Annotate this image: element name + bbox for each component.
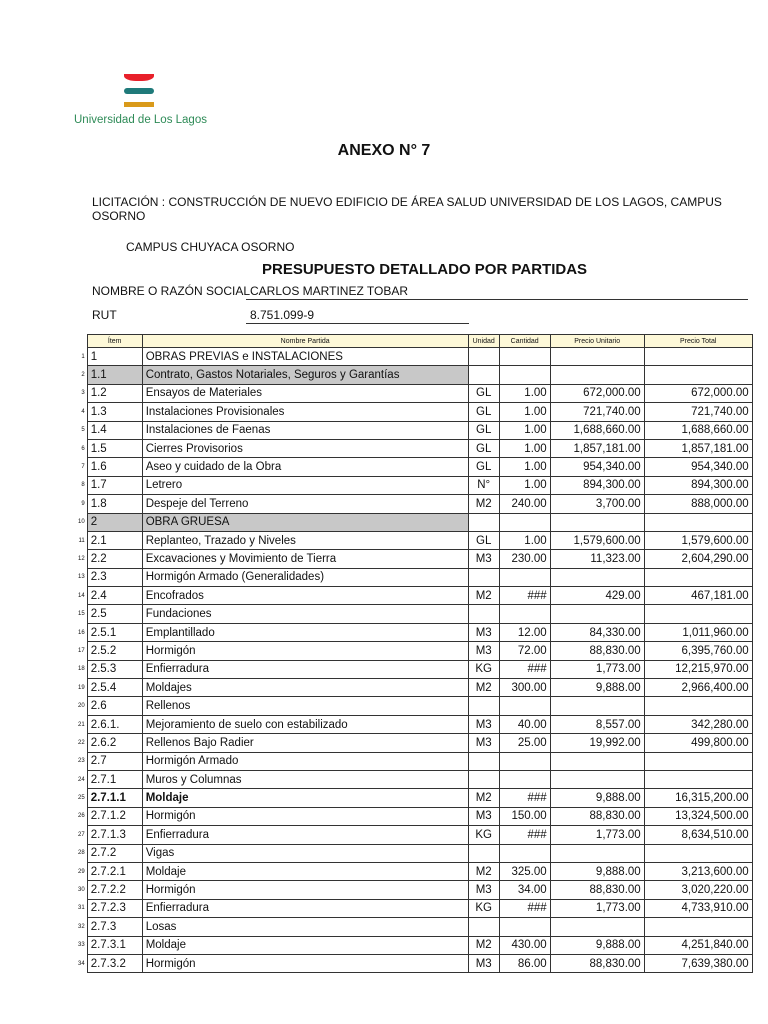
name-underline bbox=[246, 299, 748, 300]
total-price[interactable] bbox=[644, 513, 752, 531]
row-number: 30 bbox=[78, 887, 85, 894]
row-number: 25 bbox=[78, 795, 85, 802]
table-row bbox=[78, 642, 752, 660]
item-code[interactable]: 2.5.3 bbox=[87, 660, 142, 678]
unit[interactable]: KG bbox=[468, 899, 499, 917]
quantity[interactable]: 72.00 bbox=[499, 642, 550, 660]
item-name[interactable]: Ensayos de Materiales bbox=[142, 384, 468, 402]
quantity[interactable] bbox=[499, 844, 550, 862]
quantity[interactable]: 1.00 bbox=[499, 476, 550, 494]
rut-label: RUT bbox=[92, 308, 117, 322]
item-code[interactable]: 2.7.2.3 bbox=[87, 899, 142, 917]
unit[interactable] bbox=[468, 752, 499, 770]
item-name[interactable]: Enfierradura bbox=[142, 899, 468, 917]
total-price[interactable]: 1,857,181.00 bbox=[644, 439, 752, 457]
unit[interactable] bbox=[468, 605, 499, 623]
total-price[interactable]: 888,000.00 bbox=[644, 495, 752, 513]
row-number: 31 bbox=[78, 905, 85, 912]
unit-price[interactable] bbox=[550, 348, 644, 366]
name-value[interactable]: CARLOS MARTINEZ TOBAR bbox=[250, 284, 409, 298]
item-code[interactable]: 1.2 bbox=[87, 384, 142, 402]
item-name[interactable]: Muros y Columnas bbox=[142, 770, 468, 788]
item-code[interactable]: 2.3 bbox=[87, 568, 142, 586]
unit-price[interactable]: 19,992.00 bbox=[550, 734, 644, 752]
item-name[interactable]: Despeje del Terreno bbox=[142, 495, 468, 513]
item-name[interactable]: Cierres Provisorios bbox=[142, 439, 468, 457]
total-price[interactable]: 8,634,510.00 bbox=[644, 826, 752, 844]
item-code[interactable]: 2.7.1.1 bbox=[87, 789, 142, 807]
item-code[interactable]: 2.5.2 bbox=[87, 642, 142, 660]
item-name[interactable]: Hormigón Armado bbox=[142, 752, 468, 770]
table-header bbox=[78, 335, 752, 348]
table-row bbox=[78, 384, 752, 402]
table-row bbox=[78, 715, 752, 733]
unit[interactable]: M3 bbox=[468, 715, 499, 733]
row-number: 20 bbox=[78, 703, 85, 710]
logo-teal-wave bbox=[124, 88, 154, 94]
unit[interactable]: M3 bbox=[468, 642, 499, 660]
item-name[interactable]: Instalaciones de Faenas bbox=[142, 421, 468, 439]
logo-red-stripe bbox=[124, 74, 154, 81]
total-price[interactable]: 1,688,660.00 bbox=[644, 421, 752, 439]
quantity[interactable] bbox=[499, 918, 550, 936]
total-price[interactable] bbox=[644, 568, 752, 586]
name-label: NOMBRE O RAZÓN SOCIAL bbox=[92, 284, 251, 298]
row-number: 6 bbox=[81, 445, 85, 452]
unit[interactable] bbox=[468, 366, 499, 384]
header-name: Nombre Partida bbox=[142, 335, 468, 348]
total-price[interactable]: 1,579,600.00 bbox=[644, 531, 752, 549]
table-row bbox=[78, 403, 752, 421]
item-name[interactable]: OBRA GRUESA bbox=[142, 513, 468, 531]
row-number: 29 bbox=[78, 868, 85, 875]
unit-price[interactable]: 954,340.00 bbox=[550, 458, 644, 476]
table-row bbox=[78, 568, 752, 586]
total-price[interactable]: 7,639,380.00 bbox=[644, 954, 752, 972]
row-number: 17 bbox=[78, 647, 85, 654]
row-number: 34 bbox=[78, 960, 85, 967]
quantity[interactable]: ### bbox=[499, 826, 550, 844]
unit[interactable]: KG bbox=[468, 660, 499, 678]
total-price[interactable]: 3,020,220.00 bbox=[644, 881, 752, 899]
item-code[interactable]: 2.7.2 bbox=[87, 844, 142, 862]
row-number: 21 bbox=[78, 721, 85, 728]
table-row bbox=[78, 844, 752, 862]
quantity[interactable] bbox=[499, 752, 550, 770]
item-code[interactable]: 1.6 bbox=[87, 458, 142, 476]
item-name[interactable]: Letrero bbox=[142, 476, 468, 494]
unit[interactable] bbox=[468, 513, 499, 531]
rut-underline bbox=[246, 323, 469, 324]
item-name[interactable]: Moldajes bbox=[142, 679, 468, 697]
item-code[interactable]: 2.7.3.1 bbox=[87, 936, 142, 954]
unit-price[interactable]: 9,888.00 bbox=[550, 862, 644, 880]
table-row bbox=[78, 899, 752, 917]
row-number: 16 bbox=[78, 629, 85, 636]
unit[interactable]: M3 bbox=[468, 623, 499, 641]
quantity[interactable]: 40.00 bbox=[499, 715, 550, 733]
item-code[interactable]: 2.6 bbox=[87, 697, 142, 715]
quantity[interactable]: 34.00 bbox=[499, 881, 550, 899]
unit-price[interactable] bbox=[550, 366, 644, 384]
total-price[interactable]: 6,395,760.00 bbox=[644, 642, 752, 660]
item-code[interactable]: 2.7.3.2 bbox=[87, 954, 142, 972]
item-name[interactable]: Excavaciones y Movimiento de Tierra bbox=[142, 550, 468, 568]
item-code[interactable]: 2.6.1. bbox=[87, 715, 142, 733]
row-number: 15 bbox=[78, 611, 85, 618]
item-name[interactable]: Hormigón Armado (Generalidades) bbox=[142, 568, 468, 586]
unit-price[interactable]: 11,323.00 bbox=[550, 550, 644, 568]
item-name[interactable]: Moldaje bbox=[142, 862, 468, 880]
unit-price[interactable]: 672,000.00 bbox=[550, 384, 644, 402]
row-number: 10 bbox=[78, 519, 85, 526]
item-code[interactable]: 2.7.1.2 bbox=[87, 807, 142, 825]
unit-price[interactable]: 88,830.00 bbox=[550, 881, 644, 899]
item-code[interactable]: 2.5.4 bbox=[87, 679, 142, 697]
unit-price[interactable]: 429.00 bbox=[550, 587, 644, 605]
quantity[interactable]: ### bbox=[499, 587, 550, 605]
unit[interactable]: M3 bbox=[468, 550, 499, 568]
quantity[interactable]: 1.00 bbox=[499, 403, 550, 421]
quantity[interactable]: 1.00 bbox=[499, 439, 550, 457]
item-code[interactable]: 2 bbox=[87, 513, 142, 531]
total-price[interactable] bbox=[644, 770, 752, 788]
unit[interactable] bbox=[468, 697, 499, 715]
row-number: 19 bbox=[78, 684, 85, 691]
table-row bbox=[78, 734, 752, 752]
header-quantity: Cantidad bbox=[499, 335, 550, 348]
unit-price[interactable]: 1,857,181.00 bbox=[550, 439, 644, 457]
rut-value[interactable]: 8.751.099-9 bbox=[250, 308, 315, 322]
quantity[interactable]: 240.00 bbox=[499, 495, 550, 513]
item-name[interactable]: Rellenos Bajo Radier bbox=[142, 734, 468, 752]
unit[interactable]: GL bbox=[468, 531, 499, 549]
unit[interactable]: M2 bbox=[468, 679, 499, 697]
unit-price[interactable]: 8,557.00 bbox=[550, 715, 644, 733]
unit[interactable] bbox=[468, 770, 499, 788]
header-unit: Unidad bbox=[468, 335, 499, 348]
unit-price[interactable]: 721,740.00 bbox=[550, 403, 644, 421]
unit-price[interactable] bbox=[550, 752, 644, 770]
item-name[interactable]: Rellenos bbox=[142, 697, 468, 715]
item-name[interactable]: Enfierradura bbox=[142, 826, 468, 844]
total-price[interactable]: 2,966,400.00 bbox=[644, 679, 752, 697]
table-row bbox=[78, 458, 752, 476]
row-number: 7 bbox=[81, 464, 85, 471]
total-price[interactable]: 4,251,840.00 bbox=[644, 936, 752, 954]
item-name[interactable]: Hormigón bbox=[142, 954, 468, 972]
unit[interactable] bbox=[468, 348, 499, 366]
header-unit-price: Precio Unitario bbox=[550, 335, 644, 348]
total-price[interactable]: 672,000.00 bbox=[644, 384, 752, 402]
header-item: Ítem bbox=[87, 335, 142, 348]
item-name[interactable]: Mejoramiento de suelo con estabilizado bbox=[142, 715, 468, 733]
row-number: 24 bbox=[78, 776, 85, 783]
row-number: 4 bbox=[81, 408, 85, 415]
total-price[interactable]: 954,340.00 bbox=[644, 458, 752, 476]
unit[interactable]: GL bbox=[468, 384, 499, 402]
unit[interactable]: GL bbox=[468, 403, 499, 421]
unit[interactable]: M2 bbox=[468, 789, 499, 807]
total-price[interactable]: 4,733,910.00 bbox=[644, 899, 752, 917]
table-row bbox=[78, 439, 752, 457]
row-number: 12 bbox=[78, 555, 85, 562]
total-price[interactable]: 894,300.00 bbox=[644, 476, 752, 494]
item-name[interactable]: Fundaciones bbox=[142, 605, 468, 623]
item-code[interactable]: 2.7.2.1 bbox=[87, 862, 142, 880]
item-name[interactable]: Emplantillado bbox=[142, 623, 468, 641]
unit[interactable]: GL bbox=[468, 421, 499, 439]
unit-price[interactable] bbox=[550, 568, 644, 586]
table-row bbox=[78, 918, 752, 936]
table-row bbox=[78, 954, 752, 972]
table-row bbox=[78, 770, 752, 788]
row-number: 1 bbox=[81, 353, 85, 360]
item-code[interactable]: 2.1 bbox=[87, 531, 142, 549]
item-code[interactable]: 2.7.1.3 bbox=[87, 826, 142, 844]
row-number: 2 bbox=[81, 372, 85, 379]
unit[interactable] bbox=[468, 844, 499, 862]
total-price[interactable]: 499,800.00 bbox=[644, 734, 752, 752]
total-price[interactable]: 2,604,290.00 bbox=[644, 550, 752, 568]
item-code[interactable]: 1 bbox=[87, 348, 142, 366]
item-code[interactable]: 1.1 bbox=[87, 366, 142, 384]
item-name[interactable]: Hormigón bbox=[142, 642, 468, 660]
total-price[interactable]: 13,324,500.00 bbox=[644, 807, 752, 825]
item-code[interactable]: 2.4 bbox=[87, 587, 142, 605]
unit-price[interactable]: 9,888.00 bbox=[550, 679, 644, 697]
table-row bbox=[78, 550, 752, 568]
quantity[interactable] bbox=[499, 697, 550, 715]
unit-price[interactable]: 1,773.00 bbox=[550, 660, 644, 678]
tender-description: LICITACIÓN : CONSTRUCCIÓN DE NUEVO EDIFICIO DE ÁREA SALUD UNIVERSIDAD DE LOS LAGOS, CAMPUS OSORNO bbox=[92, 195, 722, 223]
table-row bbox=[78, 936, 752, 954]
campus-name: CAMPUS CHUYACA OSORNO bbox=[126, 240, 295, 254]
quantity[interactable]: ### bbox=[499, 789, 550, 807]
item-name[interactable]: Hormigón bbox=[142, 807, 468, 825]
quantity[interactable]: 430.00 bbox=[499, 936, 550, 954]
unit[interactable]: GL bbox=[468, 439, 499, 457]
quantity[interactable] bbox=[499, 605, 550, 623]
quantity[interactable]: 1.00 bbox=[499, 384, 550, 402]
unit[interactable]: KG bbox=[468, 826, 499, 844]
unit-price[interactable]: 88,830.00 bbox=[550, 954, 644, 972]
quantity[interactable]: 150.00 bbox=[499, 807, 550, 825]
quantity[interactable] bbox=[499, 513, 550, 531]
table-row bbox=[78, 679, 752, 697]
row-number: 8 bbox=[81, 482, 85, 489]
total-price[interactable]: 16,315,200.00 bbox=[644, 789, 752, 807]
unit-price[interactable]: 1,773.00 bbox=[550, 826, 644, 844]
table-row bbox=[78, 366, 752, 384]
item-code[interactable]: 1.5 bbox=[87, 439, 142, 457]
unit-price[interactable] bbox=[550, 513, 644, 531]
unit-price[interactable]: 84,330.00 bbox=[550, 623, 644, 641]
total-price[interactable]: 467,181.00 bbox=[644, 587, 752, 605]
total-price[interactable] bbox=[644, 844, 752, 862]
row-number: 26 bbox=[78, 813, 85, 820]
item-code[interactable]: 1.7 bbox=[87, 476, 142, 494]
item-name[interactable]: Contrato, Gastos Notariales, Seguros y Garantías bbox=[142, 366, 468, 384]
table-row bbox=[78, 881, 752, 899]
table-row bbox=[78, 476, 752, 494]
item-code[interactable]: 1.4 bbox=[87, 421, 142, 439]
table-row bbox=[78, 789, 752, 807]
unit-price[interactable] bbox=[550, 605, 644, 623]
table-row bbox=[78, 660, 752, 678]
table-row bbox=[78, 421, 752, 439]
item-code[interactable]: 2.7.2.2 bbox=[87, 881, 142, 899]
unit-price[interactable]: 88,830.00 bbox=[550, 807, 644, 825]
quantity[interactable]: 12.00 bbox=[499, 623, 550, 641]
quantity[interactable] bbox=[499, 770, 550, 788]
unit[interactable]: M3 bbox=[468, 807, 499, 825]
budget-table bbox=[78, 334, 753, 973]
row-number: 9 bbox=[81, 500, 85, 507]
total-price[interactable]: 3,213,600.00 bbox=[644, 862, 752, 880]
row-number: 27 bbox=[78, 831, 85, 838]
unit-price[interactable] bbox=[550, 844, 644, 862]
row-number: 28 bbox=[78, 850, 85, 857]
quantity[interactable]: 325.00 bbox=[499, 862, 550, 880]
quantity[interactable]: 1.00 bbox=[499, 458, 550, 476]
quantity[interactable] bbox=[499, 348, 550, 366]
total-price[interactable] bbox=[644, 605, 752, 623]
unit-price[interactable]: 1,579,600.00 bbox=[550, 531, 644, 549]
item-name[interactable]: Vigas bbox=[142, 844, 468, 862]
quantity[interactable]: 86.00 bbox=[499, 954, 550, 972]
unit-price[interactable]: 1,688,660.00 bbox=[550, 421, 644, 439]
table-row bbox=[78, 826, 752, 844]
quantity[interactable]: 230.00 bbox=[499, 550, 550, 568]
unit-price[interactable]: 894,300.00 bbox=[550, 476, 644, 494]
item-name[interactable]: Moldaje bbox=[142, 789, 468, 807]
total-price[interactable] bbox=[644, 752, 752, 770]
row-number: 22 bbox=[78, 739, 85, 746]
header-total-price: Precio Total bbox=[644, 335, 752, 348]
total-price[interactable] bbox=[644, 697, 752, 715]
unit-price[interactable]: 9,888.00 bbox=[550, 936, 644, 954]
unit[interactable]: M2 bbox=[468, 862, 499, 880]
item-name[interactable]: Moldaje bbox=[142, 936, 468, 954]
total-price[interactable]: 342,280.00 bbox=[644, 715, 752, 733]
row-number: 23 bbox=[78, 758, 85, 765]
item-name[interactable]: Instalaciones Provisionales bbox=[142, 403, 468, 421]
quantity[interactable]: 1.00 bbox=[499, 531, 550, 549]
table-row bbox=[78, 807, 752, 825]
quantity[interactable]: ### bbox=[499, 660, 550, 678]
item-code[interactable]: 2.7.1 bbox=[87, 770, 142, 788]
quantity[interactable] bbox=[499, 366, 550, 384]
table-row bbox=[78, 862, 752, 880]
item-code[interactable]: 2.5.1 bbox=[87, 623, 142, 641]
unit[interactable] bbox=[468, 568, 499, 586]
quantity[interactable]: 25.00 bbox=[499, 734, 550, 752]
unit-price[interactable]: 3,700.00 bbox=[550, 495, 644, 513]
row-number: 32 bbox=[78, 923, 85, 930]
logo-text: Universidad de Los Lagos bbox=[74, 114, 207, 126]
unit-price[interactable]: 9,888.00 bbox=[550, 789, 644, 807]
item-name[interactable]: Replanteo, Trazado y Niveles bbox=[142, 531, 468, 549]
total-price[interactable] bbox=[644, 366, 752, 384]
item-name[interactable]: Losas bbox=[142, 918, 468, 936]
row-number: 13 bbox=[78, 574, 85, 581]
unit[interactable]: GL bbox=[468, 458, 499, 476]
quantity[interactable]: 300.00 bbox=[499, 679, 550, 697]
logo-gold-stripe bbox=[124, 102, 154, 107]
table-row bbox=[78, 348, 752, 366]
item-code[interactable]: 2.5 bbox=[87, 605, 142, 623]
unit[interactable]: M2 bbox=[468, 495, 499, 513]
table-row bbox=[78, 752, 752, 770]
unit-price[interactable] bbox=[550, 770, 644, 788]
row-number: 18 bbox=[78, 666, 85, 673]
item-name[interactable]: OBRAS PREVIAS e INSTALACIONES bbox=[142, 348, 468, 366]
table-row bbox=[78, 531, 752, 549]
unit-price[interactable] bbox=[550, 918, 644, 936]
unit-price[interactable]: 88,830.00 bbox=[550, 642, 644, 660]
unit[interactable]: M2 bbox=[468, 936, 499, 954]
quantity[interactable] bbox=[499, 568, 550, 586]
table-row bbox=[78, 605, 752, 623]
unit[interactable]: M2 bbox=[468, 587, 499, 605]
table-row bbox=[78, 513, 752, 531]
unit-price[interactable]: 1,773.00 bbox=[550, 899, 644, 917]
unit-price[interactable] bbox=[550, 697, 644, 715]
row-number: 5 bbox=[81, 427, 85, 434]
item-code[interactable]: 1.8 bbox=[87, 495, 142, 513]
quantity[interactable]: ### bbox=[499, 899, 550, 917]
row-number: 11 bbox=[78, 537, 85, 544]
unit[interactable]: M3 bbox=[468, 881, 499, 899]
unit[interactable]: M3 bbox=[468, 954, 499, 972]
total-price[interactable]: 1,011,960.00 bbox=[644, 623, 752, 641]
total-price[interactable]: 721,740.00 bbox=[644, 403, 752, 421]
table-row bbox=[78, 495, 752, 513]
total-price[interactable] bbox=[644, 918, 752, 936]
row-number: 14 bbox=[78, 592, 85, 599]
total-price[interactable] bbox=[644, 348, 752, 366]
table-row bbox=[78, 587, 752, 605]
table-row bbox=[78, 623, 752, 641]
budget-title: PRESUPUESTO DETALLADO POR PARTIDAS bbox=[262, 261, 588, 278]
item-name[interactable]: Encofrados bbox=[142, 587, 468, 605]
item-name[interactable]: Enfierradura bbox=[142, 660, 468, 678]
unit[interactable]: M3 bbox=[468, 734, 499, 752]
quantity[interactable]: 1.00 bbox=[499, 421, 550, 439]
unit[interactable]: N° bbox=[468, 476, 499, 494]
row-number-header bbox=[78, 335, 87, 348]
item-name[interactable]: Aseo y cuidado de la Obra bbox=[142, 458, 468, 476]
row-number: 3 bbox=[81, 390, 85, 397]
table-row bbox=[78, 697, 752, 715]
unit[interactable] bbox=[468, 918, 499, 936]
item-code[interactable]: 2.7 bbox=[87, 752, 142, 770]
item-code[interactable]: 1.3 bbox=[87, 403, 142, 421]
page-title: ANEXO N° 7 bbox=[337, 142, 431, 159]
item-code[interactable]: 2.2 bbox=[87, 550, 142, 568]
item-name[interactable]: Hormigón bbox=[142, 881, 468, 899]
total-price[interactable]: 12,215,970.00 bbox=[644, 660, 752, 678]
item-code[interactable]: 2.6.2 bbox=[87, 734, 142, 752]
row-number: 33 bbox=[78, 942, 85, 949]
item-code[interactable]: 2.7.3 bbox=[87, 918, 142, 936]
